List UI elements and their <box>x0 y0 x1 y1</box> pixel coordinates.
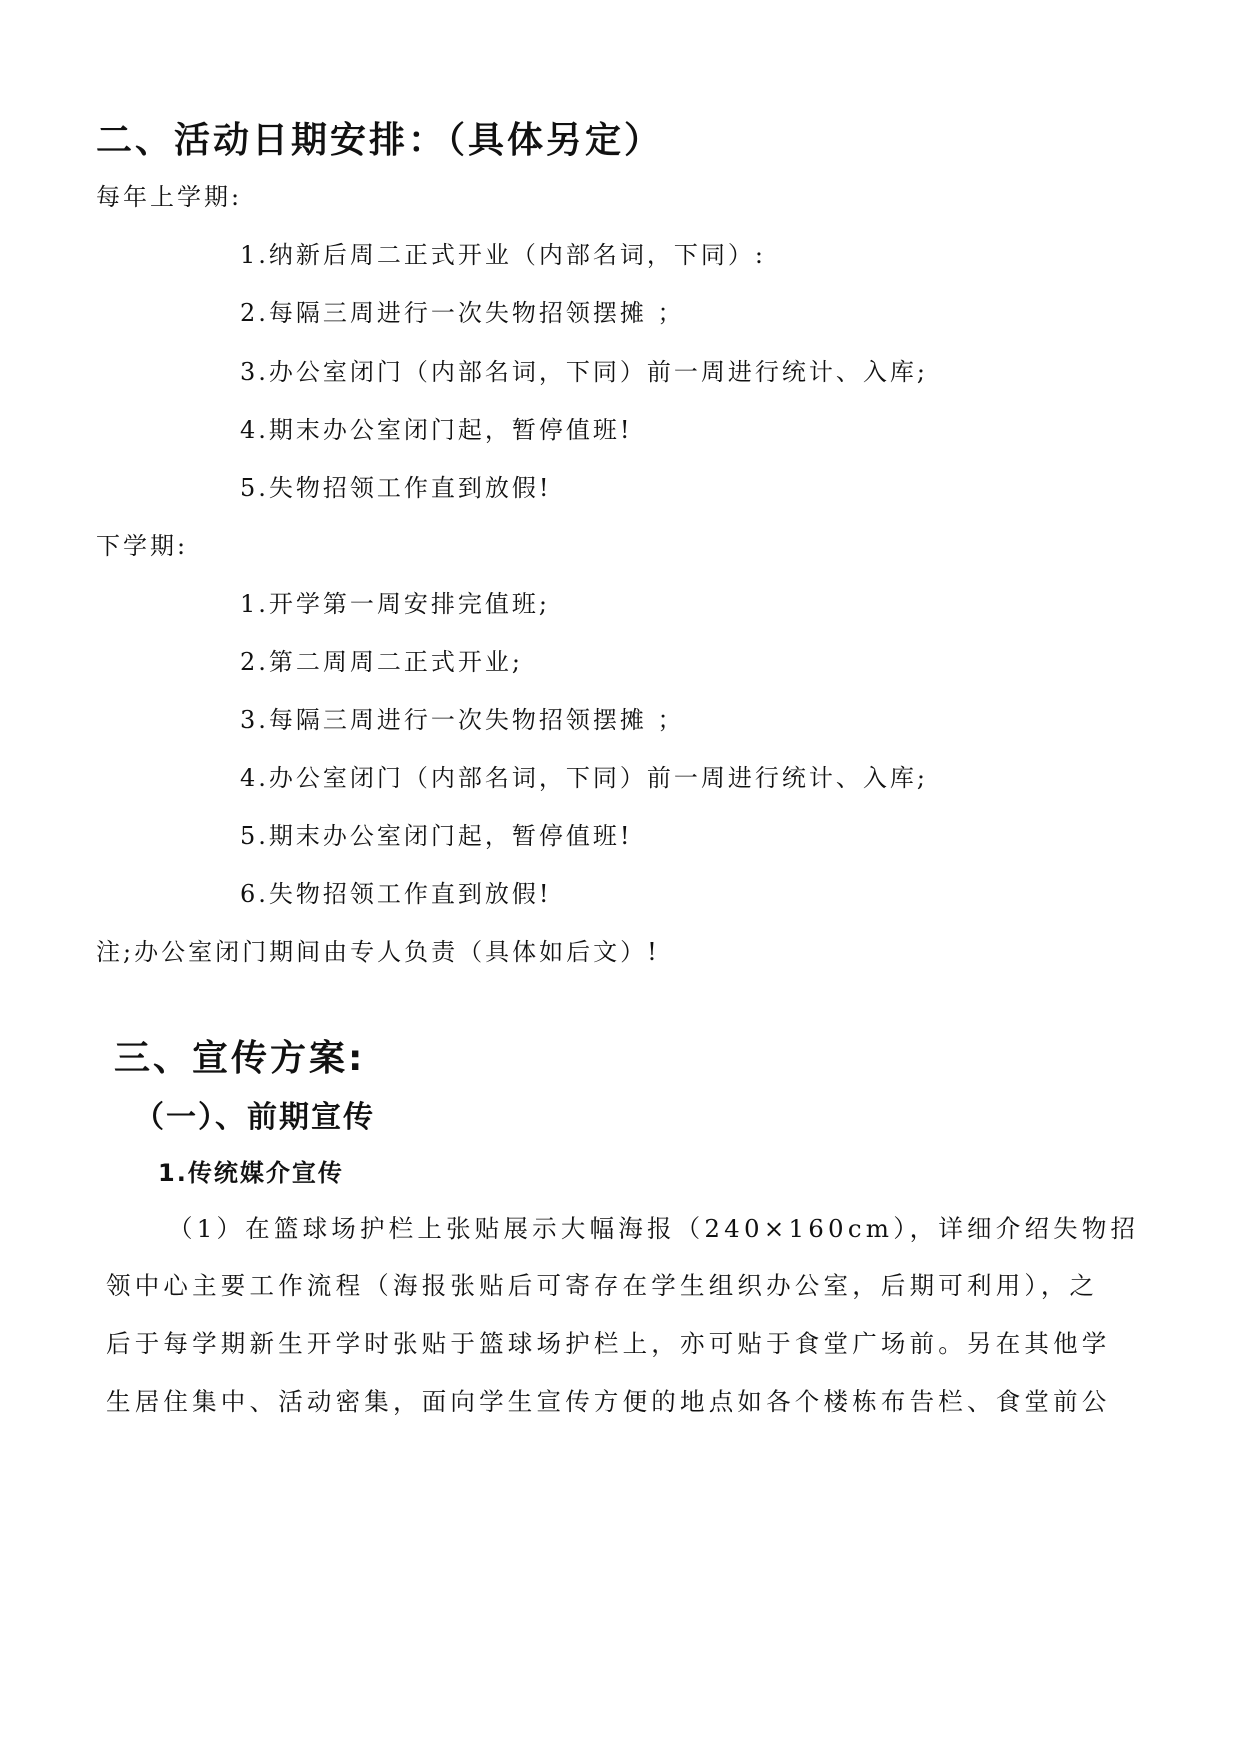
section-3-heading: 三、宣传方案: <box>114 1038 366 1079</box>
note-text: 注;办公室闭门期间由专人负责（具体如后文）! <box>96 938 660 966</box>
first-term-item: 3.办公室闭门（内部名词，下同）前一周进行统计、入库; <box>240 358 928 386</box>
second-term-item: 2.第二周周二正式开业; <box>240 648 523 676</box>
first-term-item: 5.失物招领工作直到放假! <box>240 474 552 502</box>
first-term-item: 2.每隔三周进行一次失物招领摆摊 ； <box>240 299 685 327</box>
second-term-item: 4.办公室闭门（内部名词，下同）前一周进行统计、入库; <box>240 764 928 792</box>
paragraph-line: （1）在篮球场护栏上张贴展示大幅海报（240×160cm），详细介绍失物招 <box>168 1214 1140 1243</box>
second-term-label: 下学期: <box>96 532 189 560</box>
paragraph-line: 生居住集中、活动密集，面向学生宣传方便的地点如各个楼栋布告栏、食堂前公 <box>106 1387 1111 1416</box>
second-term-item: 6.失物招领工作直到放假! <box>240 880 552 908</box>
second-term-item: 3.每隔三周进行一次失物招领摆摊 ； <box>240 706 685 734</box>
first-term-item: 1.纳新后周二正式开业（内部名词，下同）: <box>240 241 766 269</box>
section-2-heading: 二、活动日期安排：（具体另定） <box>96 120 664 161</box>
section-3-subsubheading: 1.传统媒介宣传 <box>158 1159 344 1187</box>
paragraph-line: 领中心主要工作流程（海报张贴后可寄存在学生组织办公室，后期可利用），之 <box>106 1271 1099 1300</box>
paragraph-line: 后于每学期新生开学时张贴于篮球场护栏上，亦可贴于食堂广场前。另在其他学 <box>106 1329 1111 1358</box>
second-term-item: 5.期末办公室闭门起，暂停值班! <box>240 822 633 850</box>
first-term-item: 4.期末办公室闭门起，暂停值班! <box>240 416 633 444</box>
first-term-label: 每年上学期: <box>96 183 243 211</box>
section-3-subheading: （一）、前期宣传 <box>134 1100 375 1135</box>
second-term-item: 1.开学第一周安排完值班; <box>240 590 550 618</box>
